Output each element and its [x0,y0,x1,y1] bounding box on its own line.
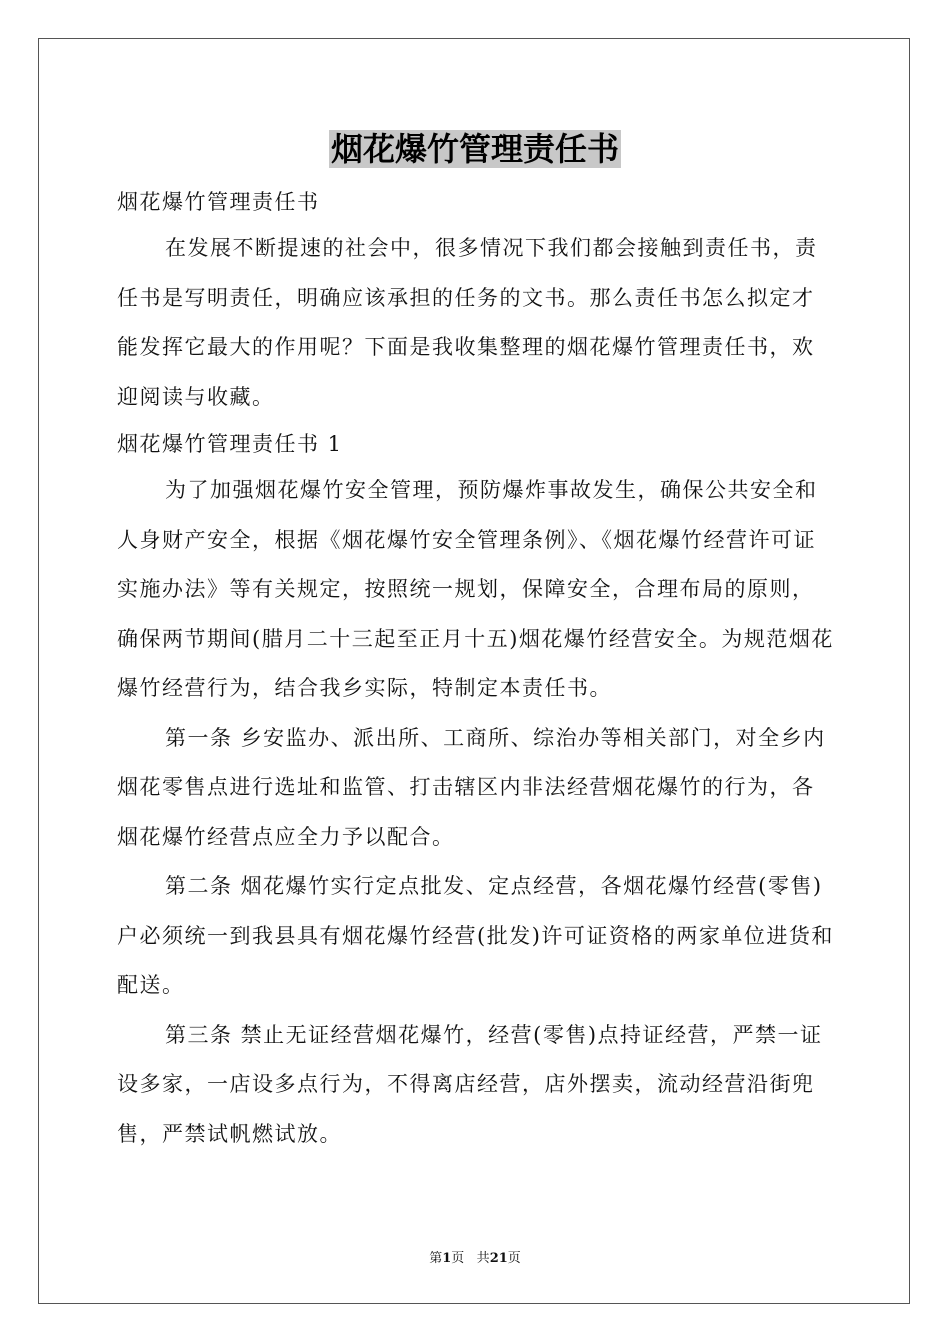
document-title: 烟花爆竹管理责任书 [330,130,619,168]
total-prefix: 共 [476,1251,490,1266]
document-body [117,180,835,1159]
paragraph-article-2: 第二条 烟花爆竹实行定点批发、定点经营，各烟花爆竹经营(零售)户必须统一到我县具有烟花爆竹经营(批发)许可证资格的两家单位进货和配送。 [117,874,834,997]
page-suffix: 页 [451,1251,465,1266]
paragraph-preamble: 为了加强烟花爆竹安全管理，预防爆炸事故发生，确保公共安全和人身财产安全，根据《烟花爆竹安全管理条例》、《烟花爆竹经营许可证实施办法》等有关规定，按照统一规划，保障安全，合理布局的原则，确保两节期间(腊月二十三起至正月十五)烟花爆竹经营安全。为规范烟花爆竹经营行为，结合我乡实际，特制定本责任书。 [117,478,834,700]
paragraph-article-3: 第三条 禁止无证经营烟花爆竹，经营(零售)点持证经营，严禁一证设多家，一店设多点行为，不得离店经营，店外摆卖，流动经营沿街兜售，严禁试帆燃试放。 [117,1022,823,1146]
paragraph-intro: 在发展不断提速的社会中，很多情况下我们都会接触到责任书，责任书是写明责任，明确应该承担的任务的文书。那么责任书怎么拟定才能发挥它最大的作用呢？下面是我收集整理的烟花爆竹管理责任书，欢迎阅读与收藏。 [117,236,818,409]
page-prefix: 第 [429,1251,443,1266]
paragraph-section-heading: 烟花爆竹管理责任书 1 [117,432,343,456]
page-number: 1 [442,1251,452,1266]
total-suffix: 页 [507,1251,521,1266]
paragraph-article-1: 第一条 乡安监办、派出所、工商所、综治办等相关部门，对全乡内烟花零售点进行选址和监管、打击辖区内非法经营烟花爆竹的行为，各烟花爆竹经营点应全力予以配合。 [117,725,826,849]
paragraph-heading: 烟花爆竹管理责任书 [117,190,320,214]
total-pages: 21 [489,1251,508,1266]
page-footer [0,1247,950,1266]
